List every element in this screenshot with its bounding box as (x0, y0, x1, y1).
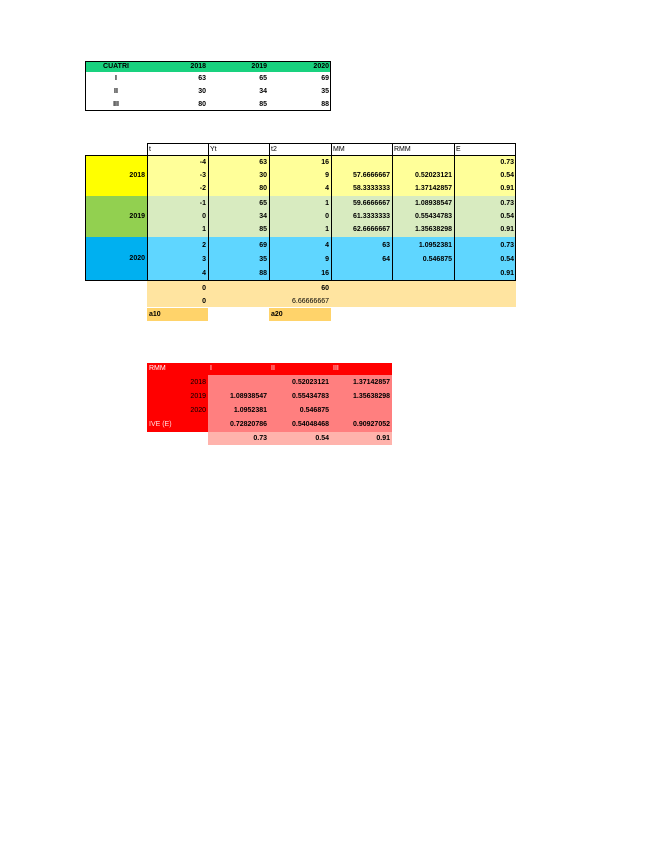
trend-cell: 1.37142857 (415, 185, 452, 192)
trend-cell: 1 (202, 226, 206, 233)
rmm-cell: 0.546875 (299, 407, 329, 414)
trend-header-t2: t2 (271, 146, 277, 153)
rmm-cell: 0.54048468 (292, 421, 329, 428)
trend-cell: 1.0952381 (418, 242, 452, 249)
rmm-final-cell: 0.54 (315, 435, 329, 442)
trend-cell: 4 (325, 185, 329, 192)
cuatri-row-label: I (115, 75, 117, 82)
cuatri-cell: 35 (321, 88, 329, 95)
rmm-row-label: 2018 (190, 379, 206, 386)
cuatri-header-2018: 2018 (190, 63, 206, 70)
cuatri-cell: 65 (259, 75, 267, 82)
trend-cell: 0.91 (500, 185, 514, 192)
trend-cell: 80 (259, 185, 267, 192)
rmm-row-label: 2020 (190, 407, 206, 414)
rmm-header-i: I (210, 365, 212, 372)
rmm-cell: 1.0952381 (233, 407, 267, 414)
trend-cell: 4 (202, 270, 206, 277)
trend-cell: 85 (259, 226, 267, 233)
trend-cell: 0.52023121 (415, 172, 452, 179)
trend-cell: 0 (325, 213, 329, 220)
year-label-2018: 2018 (129, 172, 145, 179)
trend-cell: 34 (259, 213, 267, 220)
trend-cell: -2 (199, 185, 206, 192)
trend-header-mm: MM (333, 146, 345, 153)
trend-cell: 0.54 (500, 256, 514, 263)
trend-cell: 0.55434783 (415, 213, 452, 220)
trend-cell: 30 (259, 172, 267, 179)
trend-cell: 0 (202, 213, 206, 220)
cuatri-cell: 30 (198, 88, 206, 95)
trend-cell: 69 (259, 242, 267, 249)
trend-cell: 61.3333333 (353, 213, 390, 220)
trend-cell: 62.6666667 (353, 226, 390, 233)
trend-cell: 4 (325, 242, 329, 249)
trend-cell: -3 (199, 172, 206, 179)
trend-cell: 1.08938547 (415, 200, 452, 207)
rmm-cell: 1.37142857 (353, 379, 390, 386)
trend-cell: 0.54 (500, 213, 514, 220)
rmm-final-cell: 0.91 (376, 435, 390, 442)
sum-t2: 60 (321, 285, 329, 292)
trend-header-t: t (149, 146, 151, 153)
rmm-cell: 0.90927052 (353, 421, 390, 428)
cuatri-cell: 80 (198, 101, 206, 108)
rmm-header-iii: III (333, 365, 339, 372)
trend-cell: 16 (321, 159, 329, 166)
trend-cell: 0.546875 (422, 256, 452, 263)
rmm-header-label: RMM (149, 365, 166, 372)
trend-cell: 0.54 (500, 172, 514, 179)
trend-header-e: E (456, 146, 461, 153)
sum-t: 0 (202, 285, 206, 292)
sum-t2-2: 6.66666667 (292, 298, 329, 305)
trend-cell: 9 (325, 172, 329, 179)
trend-cell: 2 (202, 242, 206, 249)
rmm-header-ii: II (271, 365, 275, 372)
trend-cell: 65 (259, 200, 267, 207)
trend-cell: 0.91 (500, 226, 514, 233)
cuatri-cell: 63 (198, 75, 206, 82)
cuatri-row-label: III (113, 101, 119, 108)
sum-t-2: 0 (202, 298, 206, 305)
rmm-cell (208, 377, 269, 388)
rmm-cell: 1.08938547 (230, 393, 267, 400)
trend-cell: 0.73 (500, 159, 514, 166)
trend-cell: 64 (382, 256, 390, 263)
trend-cell: 1.35638298 (415, 226, 452, 233)
cuatri-header-2019: 2019 (251, 63, 267, 70)
trend-cell: 1 (325, 226, 329, 233)
cuatri-cell: 34 (259, 88, 267, 95)
trend-cell: 35 (259, 256, 267, 263)
trend-cell: 3 (202, 256, 206, 263)
trend-cell: 57.6666667 (353, 172, 390, 179)
cuatri-row-label: II (114, 88, 118, 95)
trend-cell: 9 (325, 256, 329, 263)
trend-cell: 58.3333333 (353, 185, 390, 192)
cuatri-header-cuatri: CUATRI (103, 63, 129, 70)
trend-cell: 88 (259, 270, 267, 277)
cuatri-header-2020: 2020 (313, 63, 329, 70)
trend-cell: 59.6666667 (353, 200, 390, 207)
rmm-cell: 0.55434783 (292, 393, 329, 400)
cuatri-cell: 85 (259, 101, 267, 108)
rmm-row-label-ive: IVE (E) (149, 421, 172, 428)
trend-header-yt: Yt (210, 146, 217, 153)
year-label-2019: 2019 (129, 213, 145, 220)
label-a10: a10 (149, 311, 161, 318)
trend-cell: 16 (321, 270, 329, 277)
year-label-2020: 2020 (129, 255, 145, 262)
trend-cell: 63 (382, 242, 390, 249)
rmm-cell: 0.52023121 (292, 379, 329, 386)
rmm-final-cell: 0.73 (253, 435, 267, 442)
label-a20: a20 (271, 311, 283, 318)
trend-cell: 1 (325, 200, 329, 207)
trend-cell: 0.73 (500, 200, 514, 207)
cuatri-cell: 69 (321, 75, 329, 82)
trend-cell: 0.73 (500, 242, 514, 249)
trend-cell: -1 (199, 200, 206, 207)
trend-cell: 0.91 (500, 270, 514, 277)
trend-cell: 63 (259, 159, 267, 166)
cuatri-cell: 88 (321, 101, 329, 108)
rmm-row-label: 2019 (190, 393, 206, 400)
trend-header-rmm: RMM (394, 146, 411, 153)
rmm-cell: 0.72820786 (230, 421, 267, 428)
trend-cell: -4 (199, 159, 206, 166)
rmm-cell (331, 405, 392, 416)
rmm-cell: 1.35638298 (353, 393, 390, 400)
